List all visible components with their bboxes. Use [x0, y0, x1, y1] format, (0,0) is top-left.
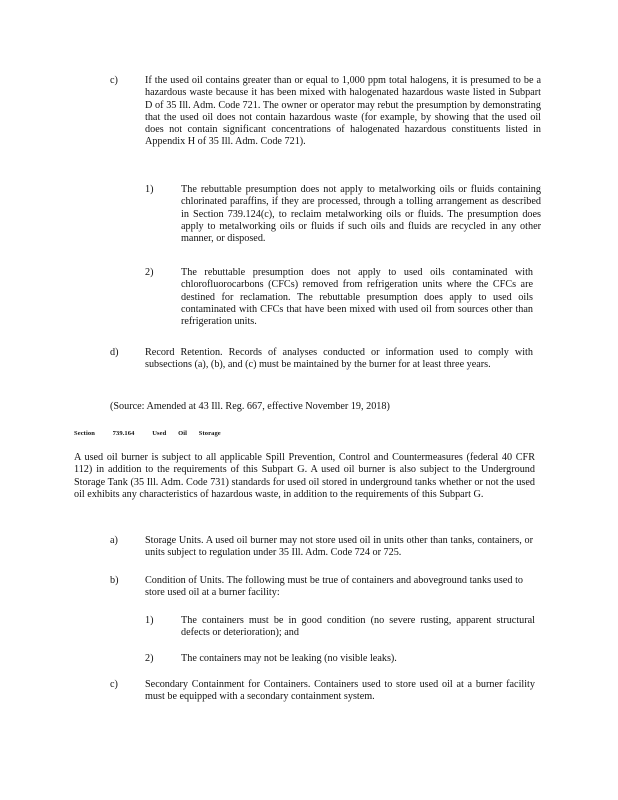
- para-c-label: c): [110, 75, 118, 86]
- section-number: 739.164: [112, 430, 135, 437]
- section-title-used: Used: [152, 430, 167, 437]
- source-note: (Source: Amended at 43 Ill. Reg. 667, effective November 19, 2018): [110, 401, 390, 412]
- storage-c-text: Secondary Containment for Containers. Containers used to store used oil at a burner facility must be equipped with a secondary containment system.: [145, 679, 535, 703]
- storage-b2-label: 2): [145, 653, 154, 664]
- para-c-text: If the used oil contains greater than or equal to 1,000 ppm total halogens, it is presumed to be a hazardous waste because it has been mixed with halogenated hazardous waste listed in Subpart D of 35 Ill. Adm. Code 721. The owner or operator may rebut the presumption by demonstrating that the used oil does not contain hazardous waste (for example, by showing that the used oil does not contain significant concentrations of halogenated hazardous constituents listed in Appendix H of 35 Ill. Adm. Code 721).: [145, 75, 541, 148]
- section-title-storage: Storage: [198, 430, 221, 437]
- storage-b-label: b): [110, 575, 119, 586]
- section-word: Section: [74, 430, 95, 437]
- section-heading: [74, 428, 231, 440]
- storage-a-label: a): [110, 535, 118, 546]
- storage-b1-label: 1): [145, 615, 154, 626]
- para-d-text: Record Retention. Records of analyses conducted or information used to comply with subsections (a), (b), and (c) must be maintained by the burner for at least three years.: [145, 347, 533, 371]
- storage-c-label: c): [110, 679, 118, 690]
- sub-2-text: The rebuttable presumption does not apply to used oils contaminated with chlorofluorocarbons (CFCs) removed from refrigeration units where the CFCs are destined for reclamation. The rebuttable presumption does apply to used oils contaminated with CFCs that have been mixed with used oil from sources other than refrigeration units.: [181, 267, 533, 328]
- sub-1-label: 1): [145, 184, 154, 195]
- section-title-oil: Oil: [178, 430, 188, 437]
- sub-1-text: The rebuttable presumption does not apply to metalworking oils or fluids containing chlorinated paraffins, if they are processed, through a tolling arrangement as described in Section 739.124(c), to reclaim metalworking oils or fluids. The presumption does apply to metalworking oils or fluids if such oils and fluids are recycled in any other manner, or disposed.: [181, 184, 541, 245]
- sub-2-label: 2): [145, 267, 154, 278]
- section-intro: A used oil burner is subject to all applicable Spill Prevention, Control and Countermeasures (federal 40 CFR 112) in addition to the requirements of this Subpart G. A used oil burner is also subject to the Underground Storage Tank (35 Ill. Adm. Code 731) standards for used oil stored in underground tanks whether or not the used oil exhibits any characteristics of hazardous waste, in addition to the requirements of this Subpart G.: [74, 452, 535, 500]
- storage-b2-text: The containers may not be leaking (no visible leaks).: [181, 653, 397, 664]
- storage-b1-text: The containers must be in good condition (no severe rusting, apparent structural defects or deterioration); and: [181, 615, 535, 639]
- para-d-label: d): [110, 347, 119, 358]
- storage-a-text: Storage Units. A used oil burner may not store used oil in units other than tanks, containers, or units subject to regulation under 35 Ill. Adm. Code 724 or 725.: [145, 535, 533, 559]
- storage-b-text: Condition of Units. The following must be true of containers and aboveground tanks used to store used oil at a burner facility:: [145, 575, 523, 599]
